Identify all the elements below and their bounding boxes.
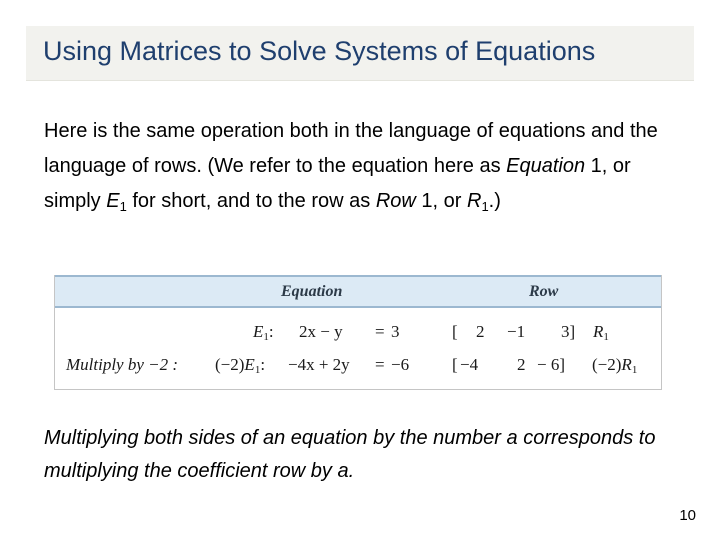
row1-label-letter: E — [253, 322, 264, 341]
row2-label-colon: : — [260, 355, 266, 374]
row2-row-label-sub: 1 — [631, 364, 638, 376]
table-header — [55, 275, 661, 308]
row1-row-label-letter: R — [593, 322, 604, 341]
row2-value-2: 2 — [517, 355, 526, 374]
row2-bracket: [ — [452, 355, 458, 374]
row2-operation: Multiply by −2 : — [66, 355, 179, 374]
header-row: Row — [529, 283, 559, 300]
intro-r-subscript: 1 — [481, 199, 489, 214]
row1-row-label — [593, 322, 609, 342]
slide-title: Using Matrices to Solve Systems of Equations — [43, 36, 596, 66]
page-number: 10 — [679, 507, 696, 524]
row2-equation-rhs: −6 — [391, 355, 410, 374]
row2-value-1: −4 — [460, 355, 479, 374]
row2-label-prefix: (−2) — [215, 355, 245, 374]
intro-e-letter: E — [106, 190, 120, 212]
intro-text-3: for short, and to the row as — [126, 190, 376, 212]
intro-e-subscript: 1 — [119, 199, 127, 214]
row2-equation-label — [215, 355, 265, 375]
intro-text-5: .) — [488, 190, 501, 212]
row1-equation-rhs: 3 — [391, 322, 400, 341]
row2-row-label — [592, 355, 637, 375]
row2-equation-eq: = — [375, 355, 385, 374]
row2-equation-lhs: −4x + 2y — [288, 355, 350, 374]
header-equation: Equation — [281, 283, 343, 300]
row1-label-sub: 1 — [263, 331, 269, 343]
intro-paragraph — [44, 114, 684, 219]
intro-text-2: 1, or simply — [44, 155, 631, 212]
row1-value-3: 3] — [561, 322, 576, 341]
row2-row-label-prefix: (−2) — [592, 355, 622, 374]
intro-r-letter: R — [466, 190, 482, 212]
row1-bracket: [ — [452, 322, 458, 341]
intro-row-word: Row — [375, 190, 416, 212]
row1-value-1: 2 — [476, 322, 485, 341]
intro-text-1: Here is the same operation both in the language of equations and the language of rows. (We refer to the equation here as — [44, 120, 658, 177]
row1-equation-eq: = — [375, 322, 385, 341]
intro-equation-word: Equation — [506, 155, 586, 177]
row1-equation-lhs: 2x − y — [299, 322, 343, 341]
row2-label-letter: E — [244, 355, 255, 374]
row1-equation-label — [253, 322, 274, 342]
row2-value-3: − 6] — [537, 355, 565, 374]
operation-table — [54, 275, 662, 390]
intro-text-4: 1, or — [415, 190, 467, 212]
row2-row-label-letter: R — [621, 355, 632, 374]
title-bar — [26, 26, 694, 81]
row1-row-label-sub: 1 — [603, 331, 609, 343]
row1-value-2: −1 — [507, 322, 526, 341]
caption-text: Multiplying both sides of an equation by the number a corresponds to multiplying the coefficient row by a. — [44, 427, 656, 482]
row1-label-colon: : — [268, 322, 274, 341]
row2-label-sub: 1 — [254, 364, 261, 376]
